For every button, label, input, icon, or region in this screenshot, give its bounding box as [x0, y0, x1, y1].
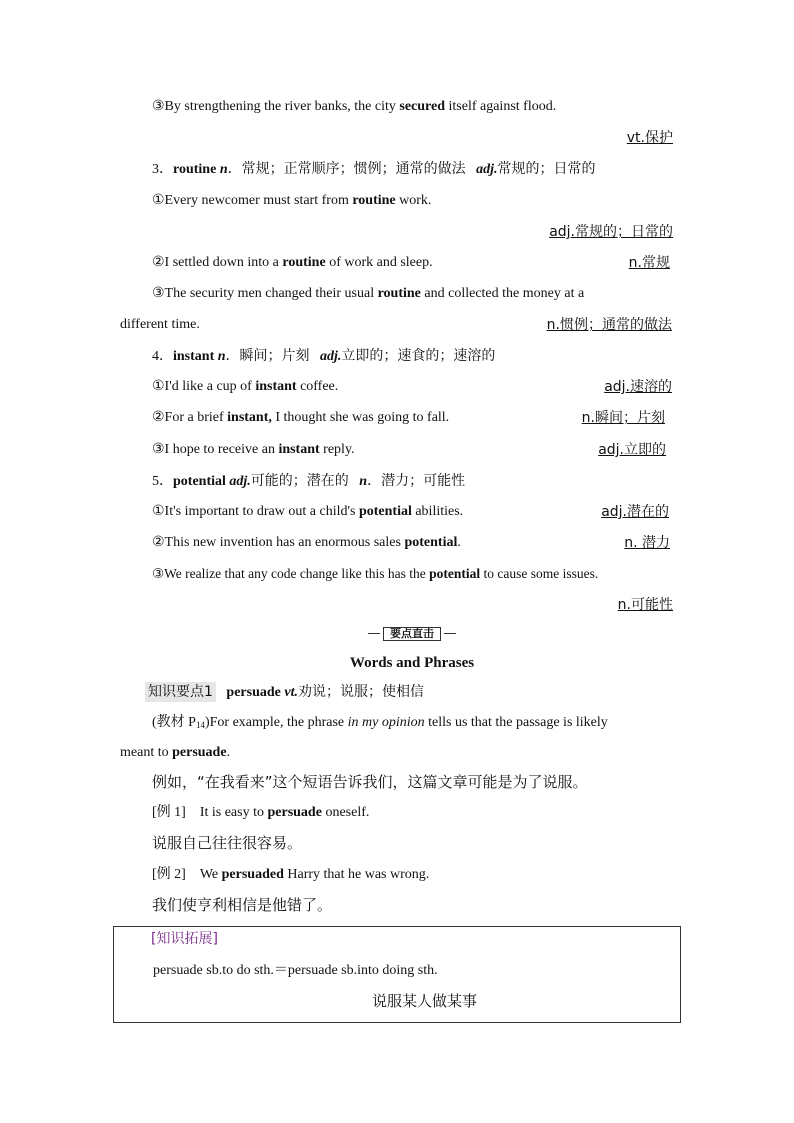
extension-meaning: 说服某人做某事 [372, 992, 478, 1010]
textbook-sentence-continuation: meant to persuade. [120, 745, 231, 760]
example-1: [例 1] It is easy to persuade oneself. [152, 805, 370, 820]
example-sentence: ①I'd like a cup of instant coffee. [152, 379, 339, 394]
knowledge-extension-box [113, 926, 681, 1023]
meaning-tag: n.可能性 [617, 597, 673, 613]
knowledge-point-heading: 知识要点1 persuade vt.劝说；说服；使相信 [145, 682, 424, 703]
divider [444, 633, 456, 634]
example-sentence-continuation: different time. [120, 317, 200, 332]
example-2-translation: 我们使亨利相信是他错了。 [152, 896, 333, 914]
example-sentence: ②I settled down into a routine of work and sleep. [152, 255, 433, 270]
vocab-entry-instant: 4．instant n．瞬间；片刻 adj.立即的；速食的；速溶的 [152, 348, 496, 364]
meaning-tag: adj.常规的；日常的 [549, 224, 673, 240]
example-sentence: ③By strengthening the river banks, the city secured itself against flood. [152, 99, 557, 114]
vocab-entry-potential: 5．potential adj.可能的；潜在的 n．潜力；可能性 [152, 473, 466, 489]
meaning-tag: adj.立即的 [598, 442, 666, 458]
example-sentence: ①Every newcomer must start from routine work. [152, 193, 432, 208]
example-2: [例 2] We persuaded Harry that he was wrong. [152, 867, 430, 882]
divider [368, 633, 380, 634]
example-sentence: ③We realize that any code change like this has the potential to cause some issues. [152, 566, 599, 581]
extension-heading: [知识拓展] [151, 931, 218, 947]
example-sentence: ③The security men changed their usual routine and collected the money at a [152, 286, 585, 301]
meaning-tag: adj.速溶的 [604, 379, 672, 395]
example-sentence: ①It's important to draw out a child's potential abilities. [152, 504, 464, 519]
example-sentence: ③I hope to receive an instant reply. [152, 442, 355, 457]
meaning-tag: n. 潜力 [624, 535, 670, 551]
meaning-tag: vt.保护 [626, 130, 673, 146]
textbook-translation: 例如，“在我看来”这个短语告诉我们，这篇文章可能是为了说服。 [152, 773, 588, 791]
meaning-tag: adj.潜在的 [601, 504, 669, 520]
example-1-translation: 说服自己往往很容易。 [152, 834, 303, 852]
textbook-sentence: (教材 $P_{14})For$ example, the phrase in my opinion tells us that the passage is likely [152, 715, 608, 730]
example-sentence: ②This new invention has an enormous sales potential. [152, 535, 461, 550]
section-title: Words and Phrases [349, 655, 475, 671]
meaning-tag: n.常规 [628, 255, 670, 271]
meaning-tag: n.瞬间；片刻 [581, 410, 665, 426]
banner-label: 要点直击 [383, 627, 441, 641]
example-sentence: ②For a brief instant, I thought she was going to fall. [152, 410, 450, 425]
extension-phrase: persuade sb.to do sth.＝persuade sb.into doing sth. [153, 963, 438, 978]
meaning-tag: n.惯例；通常的做法 [546, 317, 672, 333]
knowledge-point-tag: 知识要点1 [145, 682, 216, 702]
vocab-entry-routine: 3．routine n．常规；正常顺序；惯例；通常的做法 adj.常规的；日常的 [152, 161, 596, 177]
section-banner [368, 627, 456, 641]
